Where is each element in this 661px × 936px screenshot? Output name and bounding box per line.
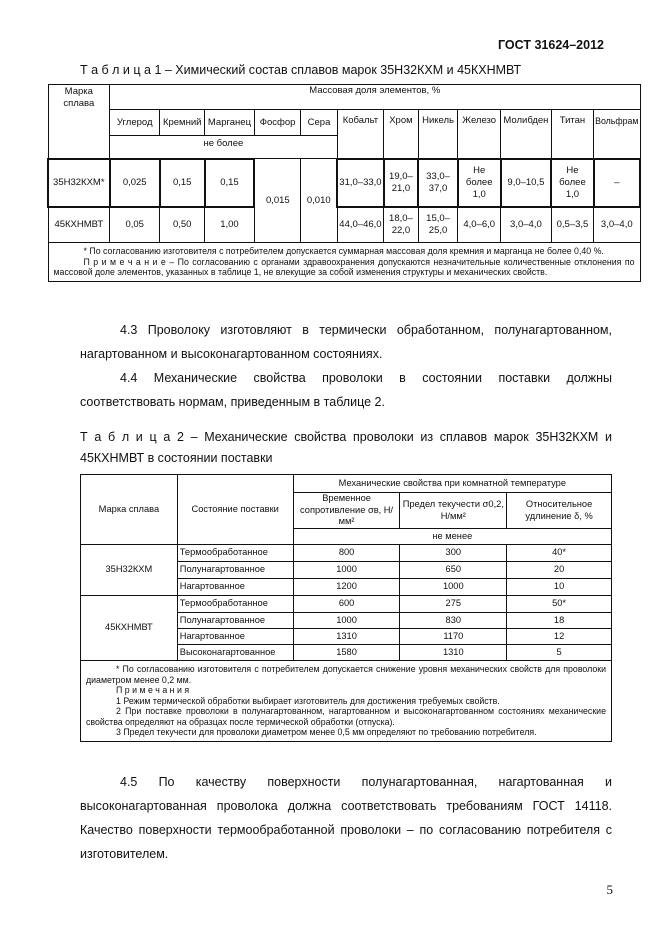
para-4-3: 4.3 Проволоку изготовляют в термически обработанном, полунагартованном, нагартованном и высоконагартованном состояниях. [80,323,612,361]
t2-g1-r3-condition: Нагартованное [177,579,293,596]
t1-row2-mn: 1,00 [205,207,255,243]
t1-el-s: Сера [301,110,337,136]
t1-row1-cr: 19,0–21,0 [384,159,419,207]
t1-el-c: Углерод [110,110,160,136]
t1-row2-w: 3,0–4,0 [594,207,640,243]
t2-g1-r3-yield: 1000 [400,579,507,596]
t1-row1-mo: 9,0–10,5 [501,159,552,207]
t1-row2-fe: 4,0–6,0 [458,207,501,243]
t2-yield-header: Предел текучести σ0,2, Н/мм² [400,493,507,529]
t1-notes [48,243,640,282]
t2-condition-header: Состояние поставки [177,475,293,545]
t1-row1-w: – [594,159,640,207]
t2-g2-r2-tensile: 1000 [293,613,400,629]
t1-row1-fe: Не более 1,0 [458,159,501,207]
t2-g2-r2-yield: 830 [400,613,507,629]
t2-g1-r1-elong: 40* [507,545,612,562]
document-header: ГОСТ 31624–2012 [498,38,604,52]
t1-el-ti: Титан [551,110,593,159]
t2-g2-r3-tensile: 1310 [293,629,400,645]
t2-props-header: Механические свойства при комнатной температуре [293,475,611,493]
t2-g1-r2-elong: 20 [507,562,612,579]
t1-el-si: Кремний [160,110,205,136]
t2-footnote: * По согласованию изготовителя с потребителем допускается снижение уровня механических свойств для проволоки диаметром менее 0,2 мм. [86,664,606,685]
t1-row1-c: 0,025 [110,159,160,207]
t1-not-more: не более [110,136,338,159]
t2-notes [81,661,612,742]
t1-row1-mn: 0,15 [205,159,255,207]
t1-row2-mo: 3,0–4,0 [501,207,552,243]
t2-g1-r2-tensile: 1000 [293,562,400,579]
t1-row2-cr: 18,0–22,0 [384,207,419,243]
t2-note-2: 2 При поставке проволоки в полунагартованном, нагартованном и высоконагартованном состояниях механические свойства определяют на образцах после термической обработки (отпуска). [86,706,606,727]
t2-g2-r4-yield: 1310 [400,645,507,661]
t1-mass-header: Массовая доля элементов, % [110,85,640,110]
t2-g2-r1-condition: Термообработанное [177,596,293,613]
t2-g1-r3-elong: 10 [507,579,612,596]
t1-el-fe: Железо [458,110,501,159]
t2-g2-r2-elong: 18 [507,613,612,629]
t2-grade-1: 35Н32КХМ [81,545,178,596]
t2-g2-r3-condition: Нагартованное [177,629,293,645]
t2-g1-r2-yield: 650 [400,562,507,579]
t2-g2-r1-tensile: 600 [293,596,400,613]
t2-g2-r4-tensile: 1580 [293,645,400,661]
t1-row2-c: 0,05 [110,207,160,243]
t1-row1-co: 31,0–33,0 [337,159,383,207]
t2-g2-r4-elong: 5 [507,645,612,661]
t1-el-ni: Никель [418,110,458,159]
table1-caption: Т а б л и ц а 1 – Химический состав сплавов марок 35Н32КХМ и 45КХНМВТ [80,63,522,77]
t1-row2-si: 0,50 [160,207,205,243]
para-4-5: 4.5 По качеству поверхности полунагартованная, нагартованная и высоконагартованная проволока должна соответствовать требованиям ГОСТ 14118. Качество поверхности термообработанной проволоки – по согласованию потребителя с изготовителем. [80,775,612,861]
t2-g2-r1-elong: 50* [507,596,612,613]
t1-s: 0,010 [301,159,337,243]
t1-row1-ni: 33,0–37,0 [418,159,458,207]
t1-row2-grade: 45КХНМВТ [48,207,110,243]
t1-el-mo: Молибден [501,110,552,159]
t1-row2-ni: 15,0–25,0 [418,207,458,243]
t1-el-cr: Хром [384,110,419,159]
t2-g1-r2-condition: Полунагартованное [177,562,293,579]
t1-el-mn: Марганец [205,110,255,136]
t2-g2-r3-yield: 1170 [400,629,507,645]
table1-chemical-composition [47,84,641,282]
t2-g1-r1-tensile: 800 [293,545,400,562]
t1-row1-ti: Не более 1,0 [551,159,593,207]
t2-g2-r1-yield: 275 [400,596,507,613]
t2-g1-r1-yield: 300 [400,545,507,562]
table2-caption: Т а б л и ц а 2 – Механические свойства проволоки из сплавов марок 35Н32КХМ и 45КХНМВТ в состоянии поставки [80,430,612,465]
t2-elongation-header: Относительное удлинение δ, % [507,493,612,529]
t1-grade-header: Марка сплава [48,85,110,159]
t2-g2-r3-elong: 12 [507,629,612,645]
table2-mechanical-properties [80,474,612,742]
para-4-4: 4.4 Механические свойства проволоки в состоянии поставки должны соответствовать нормам, приведенным в таблице 2. [80,371,612,409]
t2-not-less: не менее [293,529,611,545]
t2-note-1: 1 Режим термической обработки выбирает изготовитель для достижения требуемых свойств. [116,695,500,706]
t2-tensile-header: Временное сопротивление σв, Н/мм² [293,493,400,529]
t2-grade-2: 45КХНМВТ [81,596,178,661]
t1-el-p: Фосфор [254,110,300,136]
t1-row1-si: 0,15 [160,159,205,207]
page-number: 5 [606,882,613,897]
t1-row2-ti: 0,5–3,5 [551,207,593,243]
t2-note-3: 3 Предел текучести для проволоки диаметром менее 0,5 мм определяют по требованию потребителя. [116,727,537,737]
t1-p: 0,015 [254,159,300,243]
t2-grade-header: Марка сплава [81,475,178,545]
t2-notes-title: П р и м е ч а н и я [116,685,190,695]
t2-g1-r1-condition: Термообработанное [177,545,293,562]
t2-g1-r3-tensile: 1200 [293,579,400,596]
t1-row1-grade: 35Н32КХМ* [48,159,110,207]
t1-footnote: * По согласованию изготовителя с потребителем допускается суммарная массовая доля кремния и марганца не более 0,40 %. [83,246,604,256]
t1-note: П р и м е ч а н и е – По согласованию с органами здравоохранения допускаются незначительные количественные отклонения по массовой доле элементов, указанных в таблице 1, не влекущие за собой изменения структуры и механических свойств. [53,256,635,277]
t1-row2-co: 44,0–46,0 [337,207,383,243]
t1-el-w: Вольфрам [594,110,640,159]
t1-el-co: Кобальт [337,110,383,159]
t2-g2-r4-condition: Высоконагартованное [177,645,293,661]
t2-g2-r2-condition: Полунагартованное [177,613,293,629]
